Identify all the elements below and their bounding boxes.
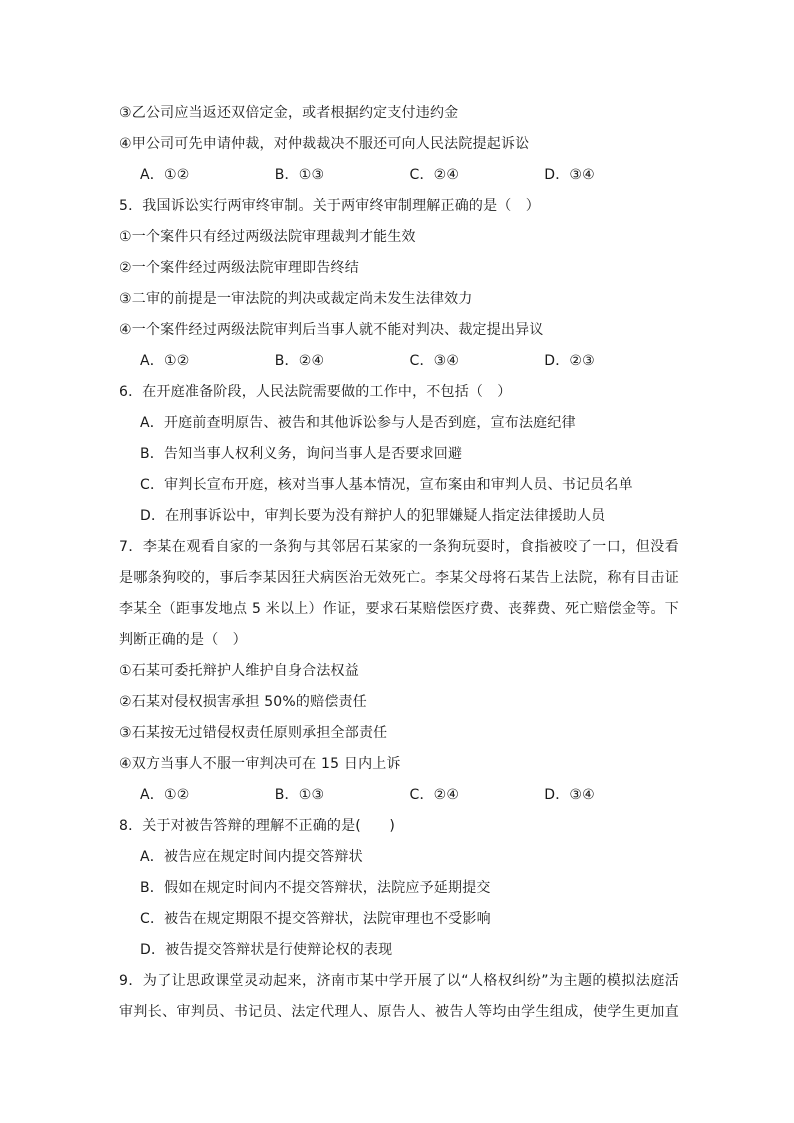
- q7-stem-line-2: 是哪条狗咬的，事后李某因狂犬病医治无效死亡。李某父母将石某告上法院，称有目击证: [119, 570, 679, 586]
- q9-stem-line-2: 审判长、审判员、书记员、法定代理人、原告人、被告人等均由学生组成，使学生更加直: [119, 1004, 679, 1020]
- q5-option-b: B．②④: [274, 353, 325, 369]
- q7-stem-line-3: 李某全（距事发地点 5 米以上）作证，要求石某赔偿医疗费、丧葬费、死亡赔偿金等。下: [119, 601, 679, 617]
- q5-stem: 5．我国诉讼实行两审终审制。关于两审终审制理解正确的是（ ）: [119, 198, 540, 214]
- q6-choice-d: D．在刑事诉讼中，审判长要为没有辩护人的犯罪嫌疑人指定法律援助人员: [140, 508, 606, 524]
- q4-option-d: D．③④: [544, 167, 595, 183]
- q8-choice-b: B．假如在规定时间内不提交答辩状，法院应予延期提交: [140, 880, 491, 896]
- q8-choice-a: A．被告应在规定时间内提交答辩状: [140, 849, 363, 865]
- q7-option-a: A．①②: [140, 787, 190, 803]
- q6-choice-c: C．审判长宣布开庭，核对当事人基本情况，宣布案由和审判人员、书记员名单: [140, 477, 633, 493]
- q6-stem: 6．在开庭准备阶段，人民法院需要做的工作中，不包括（ ）: [119, 384, 512, 400]
- q5-option-a: A．①②: [140, 353, 190, 369]
- q5-options: [119, 346, 679, 377]
- q7-option-c: C．②④: [409, 787, 460, 803]
- document-content: [119, 98, 679, 1028]
- q7-stem-line-1: 7．李某在观看自家的一条狗与其邻居石某家的一条狗玩耍时，食指被咬了一口，但没看: [119, 539, 679, 555]
- q4-statement-4: ④甲公司可先申请仲裁，对仲裁裁决不服还可向人民法院提起诉讼: [119, 136, 530, 152]
- q4-statement-3: ③乙公司应当返还双倍定金，或者根据约定支付违约金: [119, 105, 459, 121]
- q7-option-d: D．③④: [544, 787, 595, 803]
- q5-statement-1: ①一个案件只有经过两级法院审理裁判才能生效: [119, 229, 416, 245]
- q6-choice-b: B．告知当事人权利义务，询问当事人是否要求回避: [140, 446, 463, 462]
- q7-statement-2: ②石某对侵权损害承担 50%的赔偿责任: [119, 694, 367, 710]
- q4-options: [119, 160, 679, 191]
- q5-option-c: C．③④: [409, 353, 460, 369]
- q7-statement-1: ①石某可委托辩护人维护自身合法权益: [119, 663, 359, 679]
- q8-stem: 8．关于对被告答辩的理解不正确的是( ): [119, 818, 396, 834]
- q9-stem-line-1: 9．为了让思政课堂灵动起来，济南市某中学开展了以“人格权纠纷”为主题的模拟法庭活: [119, 973, 679, 989]
- q5-option-d: D．②③: [544, 353, 595, 369]
- q4-option-c: C．②④: [409, 167, 460, 183]
- q7-option-b: B．①③: [274, 787, 325, 803]
- q5-statement-3: ③二审的前提是一审法院的判决或裁定尚未发生法律效力: [119, 291, 473, 307]
- q7-stem-line-4: 判断正确的是（ ）: [119, 632, 247, 648]
- q7-statement-4: ④双方当事人不服一审判决可在 15 日内上诉: [119, 756, 401, 772]
- q8-choice-d: D．被告提交答辩状是行使辩论权的表现: [140, 942, 393, 958]
- q5-statement-4: ④一个案件经过两级法院审判后当事人就不能对判决、裁定提出异议: [119, 322, 544, 338]
- q8-choice-c: C．被告在规定期限不提交答辩状，法院审理也不受影响: [140, 911, 491, 927]
- q7-options: [119, 780, 679, 811]
- q5-statement-2: ②一个案件经过两级法院审理即告终结: [119, 260, 359, 276]
- q6-choice-a: A．开庭前查明原告、被告和其他诉讼参与人是否到庭，宣布法庭纪律: [140, 415, 576, 431]
- q7-statement-3: ③石某按无过错侵权责任原则承担全部责任: [119, 725, 388, 741]
- q4-option-a: A．①②: [140, 167, 190, 183]
- q4-option-b: B．①③: [274, 167, 325, 183]
